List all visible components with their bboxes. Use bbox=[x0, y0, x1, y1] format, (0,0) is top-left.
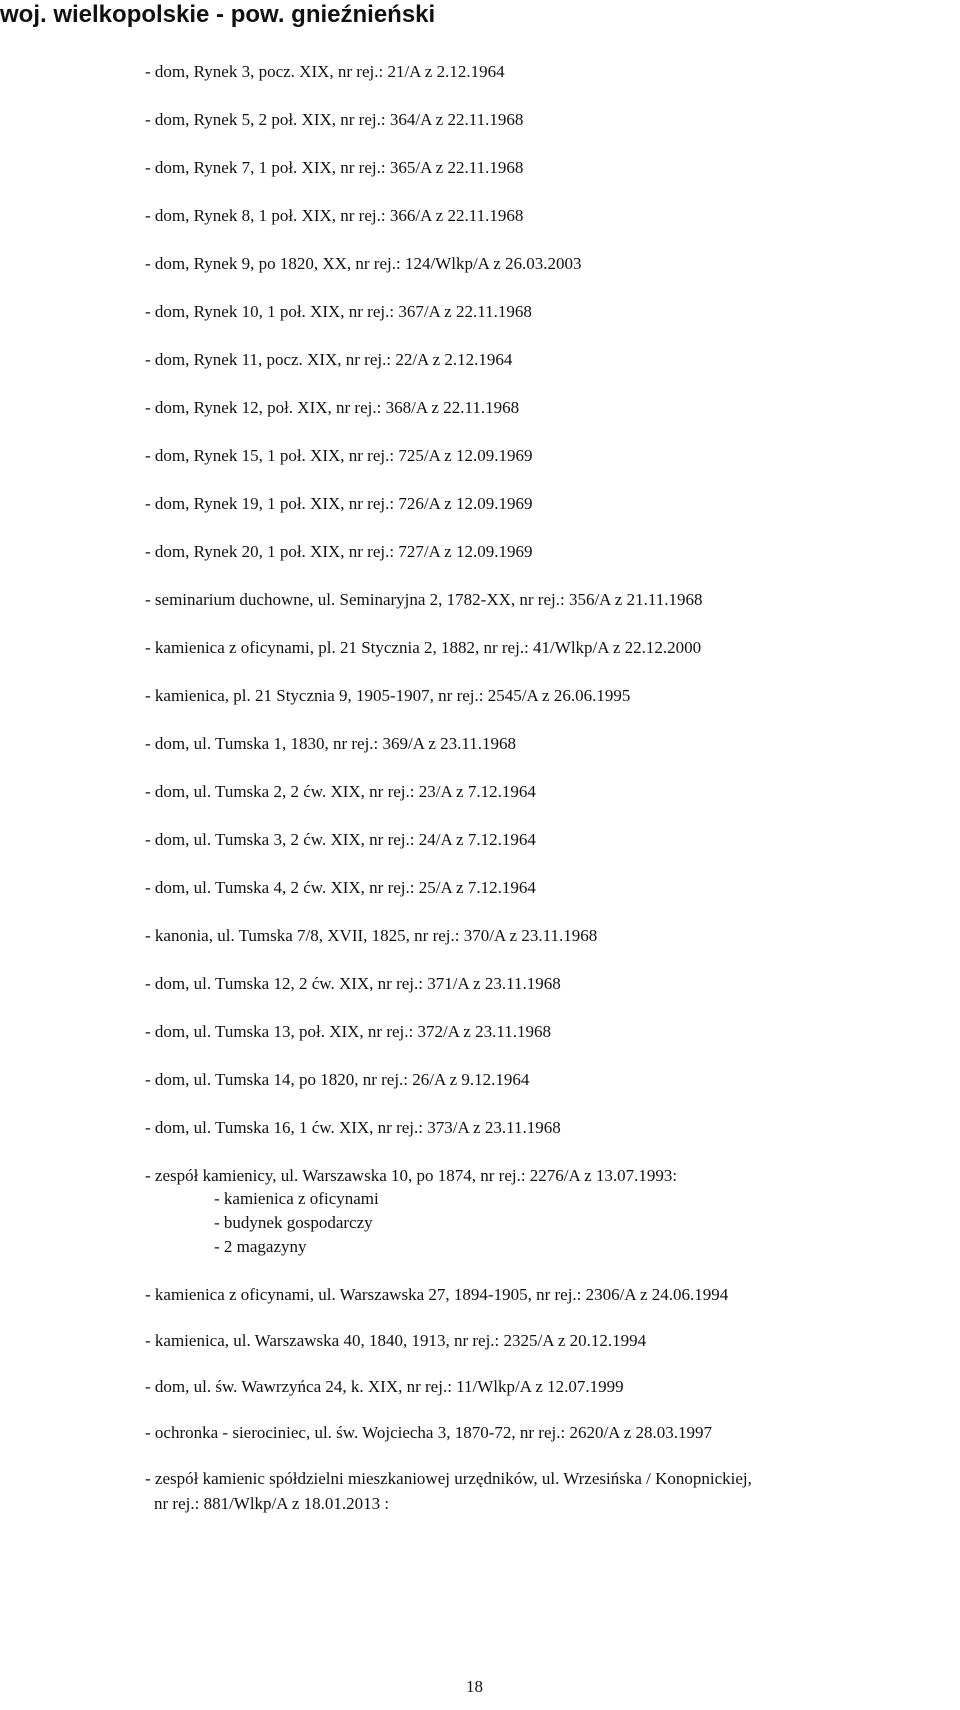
list-item-text: - zespół kamienic spółdzielni mieszkaniowej urzędników, ul. Wrzesińska / Konopnickiej, bbox=[145, 1469, 752, 1488]
list-item: - kamienica z oficynami, pl. 21 Stycznia 2, 1882, nr rej.: 41/Wlkp/A z 22.12.2000 bbox=[145, 638, 702, 657]
list-item: - dom, Rynek 20, 1 poł. XIX, nr rej.: 727/A z 12.09.1969 bbox=[145, 542, 533, 561]
list-item: - ochronka - sierociniec, ul. św. Wojciecha 3, 1870-72, nr rej.: 2620/A z 28.03.1997 bbox=[145, 1423, 713, 1442]
list-item: - dom, Rynek 8, 1 poł. XIX, nr rej.: 366/A z 22.11.1968 bbox=[145, 206, 524, 225]
list-item: - dom, Rynek 7, 1 poł. XIX, nr rej.: 365/A z 22.11.1968 bbox=[145, 158, 524, 177]
list-item: - dom, Rynek 12, poł. XIX, nr rej.: 368/A z 22.11.1968 bbox=[145, 398, 520, 417]
list-item: - dom, ul. Tumska 12, 2 ćw. XIX, nr rej.: 371/A z 23.11.1968 bbox=[145, 974, 561, 993]
sublist-item: - kamienica z oficynami bbox=[214, 1189, 379, 1208]
list-item: - dom, Rynek 10, 1 poł. XIX, nr rej.: 367/A z 22.11.1968 bbox=[145, 302, 532, 321]
list-item: - dom, Rynek 5, 2 poł. XIX, nr rej.: 364/A z 22.11.1968 bbox=[145, 110, 524, 129]
list-item-continuation: nr rej.: 881/Wlkp/A z 18.01.2013 : bbox=[154, 1494, 390, 1513]
page-title: woj. wielkopolskie - pow. gnieźnieński bbox=[0, 1, 436, 28]
sublist-item: - budynek gospodarczy bbox=[214, 1213, 373, 1232]
list-item: - dom, ul. Tumska 16, 1 ćw. XIX, nr rej.: 373/A z 23.11.1968 bbox=[145, 1118, 561, 1137]
list-item: - dom, Rynek 15, 1 poł. XIX, nr rej.: 725/A z 12.09.1969 bbox=[145, 446, 533, 465]
list-item: - dom, ul. Tumska 2, 2 ćw. XIX, nr rej.: 23/A z 7.12.1964 bbox=[145, 782, 536, 801]
list-item: - kamienica z oficynami, ul. Warszawska 27, 1894-1905, nr rej.: 2306/A z 24.06.1994 bbox=[145, 1285, 729, 1304]
list-item: - kamienica, pl. 21 Stycznia 9, 1905-1907, nr rej.: 2545/A z 26.06.1995 bbox=[145, 686, 631, 705]
list-item: - kanonia, ul. Tumska 7/8, XVII, 1825, nr rej.: 370/A z 23.11.1968 bbox=[145, 926, 598, 945]
list-item: - seminarium duchowne, ul. Seminaryjna 2, 1782-XX, nr rej.: 356/A z 21.11.1968 bbox=[145, 590, 703, 609]
list-item: - dom, Rynek 19, 1 poł. XIX, nr rej.: 726/A z 12.09.1969 bbox=[145, 494, 533, 513]
monument-register-list bbox=[145, 61, 945, 1515]
list-item: - dom, ul. Tumska 14, po 1820, nr rej.: 26/A z 9.12.1964 bbox=[145, 1070, 530, 1089]
list-item: - dom, ul. Tumska 3, 2 ćw. XIX, nr rej.: 24/A z 7.12.1964 bbox=[145, 830, 536, 849]
list-item: - dom, ul. Tumska 4, 2 ćw. XIX, nr rej.: 25/A z 7.12.1964 bbox=[145, 878, 536, 897]
sublist bbox=[145, 1187, 945, 1259]
list-item: - dom, Rynek 11, pocz. XIX, nr rej.: 22/A z 2.12.1964 bbox=[145, 350, 513, 369]
list-item-warszawska-10 bbox=[145, 1165, 945, 1259]
list-item: - dom, ul. św. Wawrzyńca 24, k. XIX, nr rej.: 11/Wlkp/A z 12.07.1999 bbox=[145, 1377, 624, 1396]
list-item: - dom, Rynek 3, pocz. XIX, nr rej.: 21/A z 2.12.1964 bbox=[145, 62, 505, 81]
page-number: 18 bbox=[466, 1677, 483, 1696]
list-item: - dom, Rynek 9, po 1820, XX, nr rej.: 124/Wlkp/A z 26.03.2003 bbox=[145, 254, 582, 273]
list-item-wrzesinska bbox=[145, 1468, 945, 1515]
list-item: - dom, ul. Tumska 1, 1830, nr rej.: 369/A z 23.11.1968 bbox=[145, 734, 517, 753]
list-item-text: - zespół kamienicy, ul. Warszawska 10, po 1874, nr rej.: 2276/A z 13.07.1993: bbox=[145, 1166, 678, 1185]
list-item: - kamienica, ul. Warszawska 40, 1840, 1913, nr rej.: 2325/A z 20.12.1994 bbox=[145, 1331, 647, 1350]
sublist-item: - 2 magazyny bbox=[214, 1237, 307, 1256]
list-item: - dom, ul. Tumska 13, poł. XIX, nr rej.: 372/A z 23.11.1968 bbox=[145, 1022, 551, 1041]
